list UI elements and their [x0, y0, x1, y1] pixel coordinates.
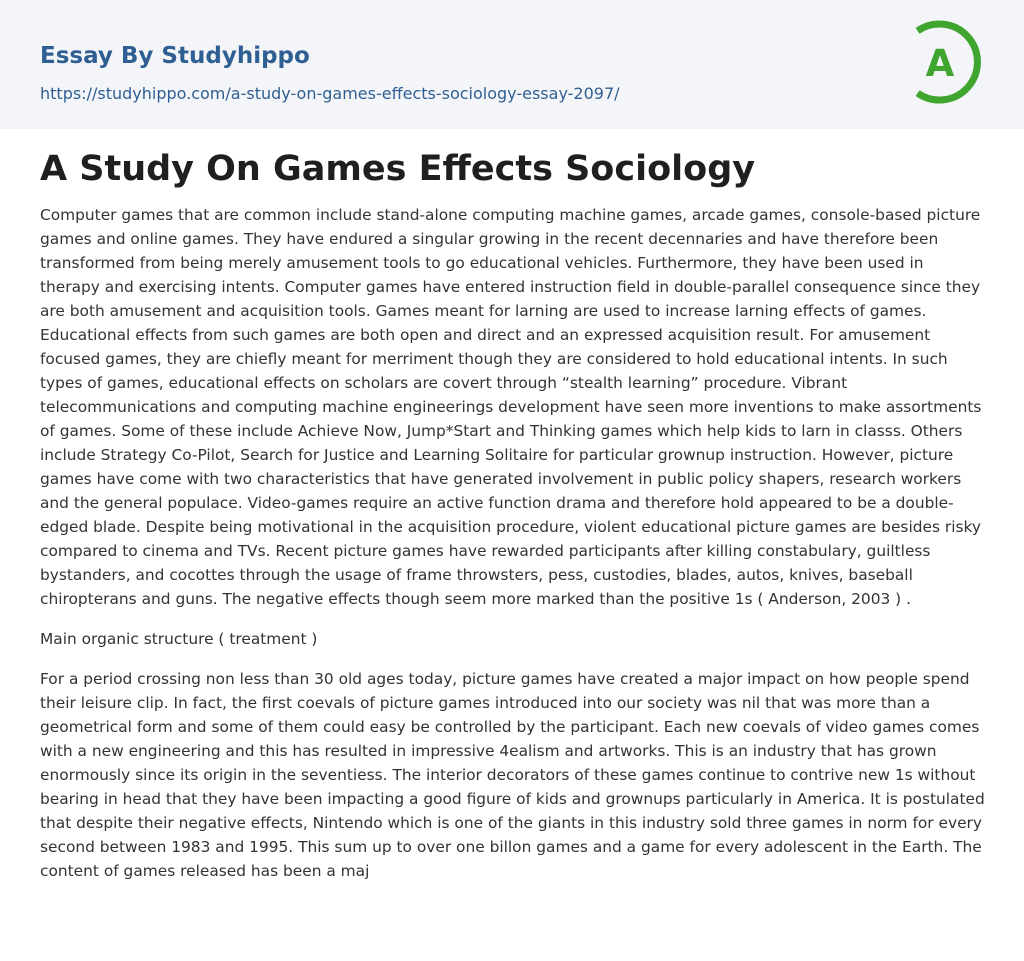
article	[0, 149, 1024, 883]
site-brand[interactable]: Essay By Studyhippo	[40, 43, 310, 69]
logo-letter: A	[925, 42, 955, 85]
page-title: A Study On Games Effects Sociology	[40, 149, 756, 189]
studyhippo-logo-icon[interactable]	[909, 17, 987, 107]
site-header	[0, 0, 1024, 129]
article-paragraph-body: For a period crossing non less than 30 old ages today, picture games have created a major impact on how people spend their leisure clip. In fact, the first coevals of picture games introduced into our society was nil that was more than a geometrical form and some of them could easy be controlled by the participant. Each new coevals of video games comes with a new engineering and this has resulted in impressive 4ealism and artworks. This is an industry that has grown enormously since its origin in the seventiess. The interior decorators of these games continue to contrive new 1s without bearing in head that they have been impacting a good figure of kids and grownups particularly in America. It is postulated that despite their negative effects, Nintendo which is one of the giants in this industry sold three games in norm for every second between 1983 and 1995. This sum up to over one billon games and a game for every adolescent in the Earth. The content of games released has been a maj	[40, 670, 985, 880]
article-section-heading: Main organic structure ( treatment )	[40, 630, 318, 648]
article-paragraph-intro: Computer games that are common include stand-alone computing machine games, arcade games, console-based picture games and online games. They have endured a singular growing in the recent decennaries and have therefore been transformed from being merely amusement tools to go educational vehicles. Furthermore, they have been used in therapy and exercising intents. Computer games have entered instruction field in double-parallel consequence since they are both amusement and acquisition tools. Games meant for larning are used to increase larning effects of games. Educational effects from such games are both open and direct and an expressed acquisition result. For amusement focused games, they are chiefly meant for merriment though they are considered to hold educational intents. In such types of games, educational effects on scholars are covert through “stealth learning” procedure. Vibrant telecommunications and computing machine engineerings development have seen more inventions to make assortments of games. Some of these include Achieve Now, Jump*Start and Thinking games which help kids to larn in classs. Others include Strategy Co-Pilot, Search for Justice and Learning Solitaire for particular grownup instruction. However, picture games have come with two characteristics that have generated involvement in public policy shapers, research workers and the general populace. Video-games require an active function drama and therefore hold appeared to be a double-edged blade. Despite being motivational in the acquisition procedure, violent educational picture games are besides risky compared to cinema and TVs. Recent picture games have rewarded participants after killing constabulary, guiltless bystanders, and cocottes through the usage of frame throwsters, pess, custodies, blades, autos, knives, baseball chiropterans and guns. The negative effects though seem more marked than the positive 1s ( Anderson, 2003 ) .	[40, 206, 982, 608]
essay-url-link[interactable]: https://studyhippo.com/a-study-on-games-effects-sociology-essay-2097/	[40, 84, 620, 103]
